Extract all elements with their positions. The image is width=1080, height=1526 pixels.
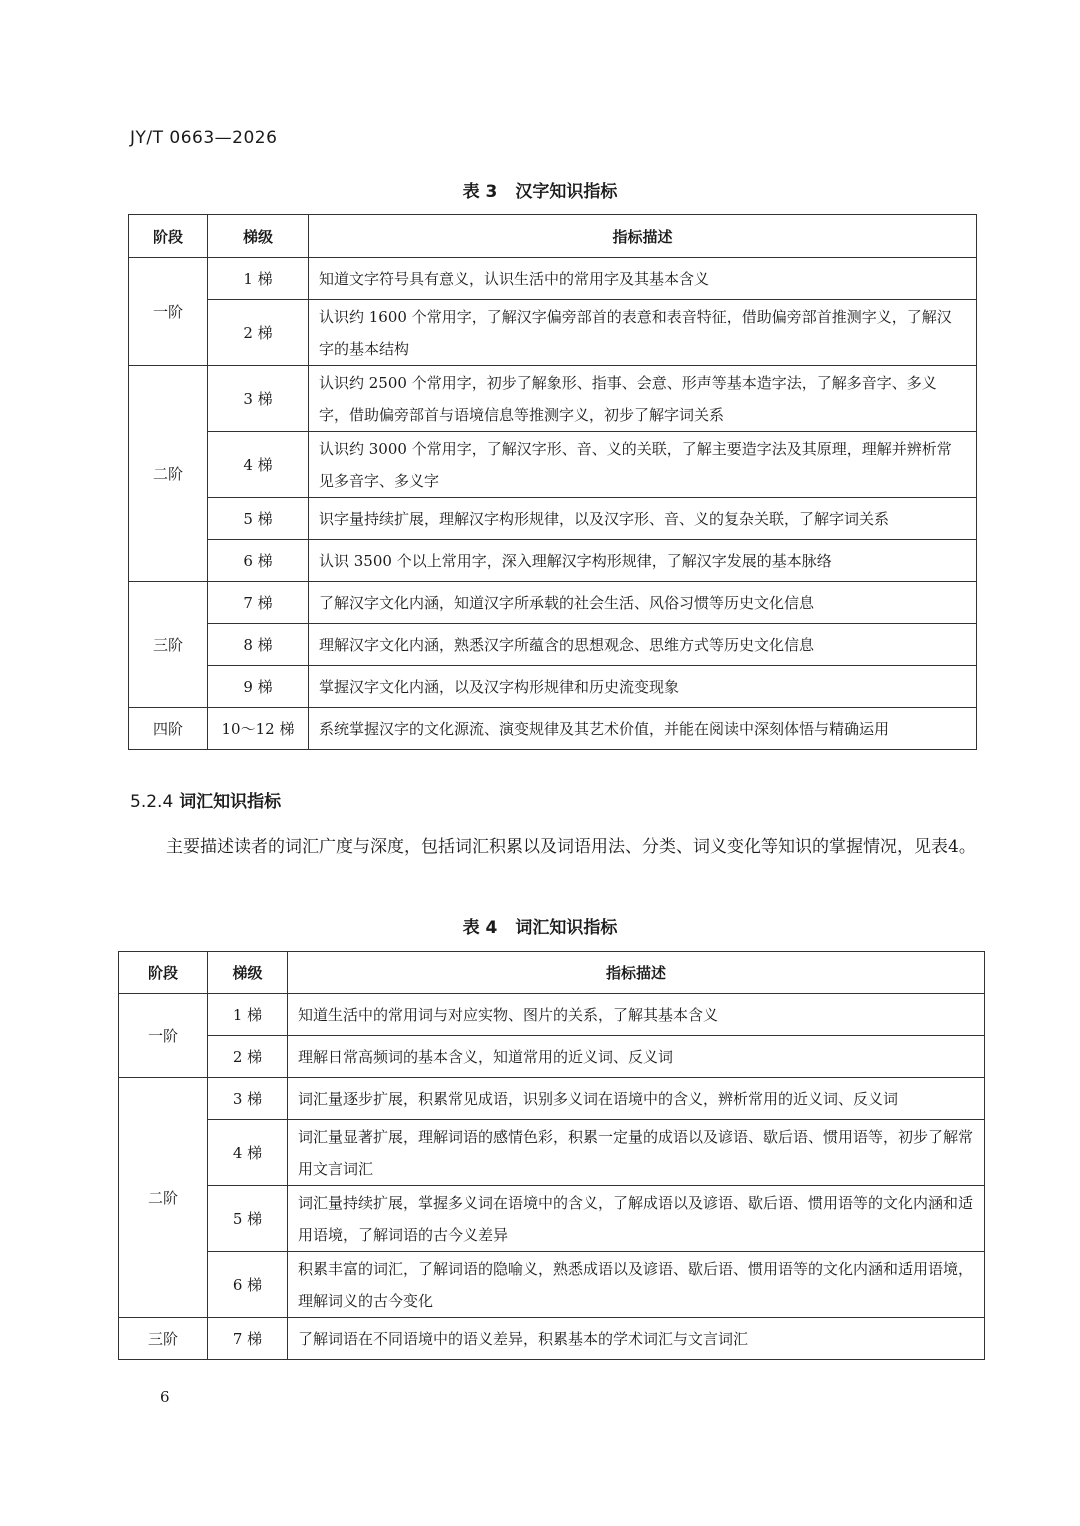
section-title: 词汇知识指标 — [179, 792, 282, 812]
table3 — [128, 214, 977, 750]
table-row — [119, 1186, 985, 1252]
table3-level: 1 梯 — [208, 258, 309, 300]
table3-level: 6 梯 — [208, 540, 309, 582]
table-row — [119, 994, 985, 1036]
table3-desc: 知道文字符号具有意义，认识生活中的常用字及其基本含义 — [309, 258, 977, 300]
table3-level: 2 梯 — [208, 300, 309, 366]
table4 — [118, 951, 985, 1360]
table3-title-text: 汉字知识指标 — [515, 182, 618, 202]
table3-title-number: 表 3 — [462, 182, 498, 202]
table4-desc: 理解日常高频词的基本含义，知道常用的近义词、反义词 — [288, 1036, 985, 1078]
table-row — [119, 1252, 985, 1318]
table3-level: 3 梯 — [208, 366, 309, 432]
table4-level: 6 梯 — [208, 1252, 288, 1318]
table-row — [129, 432, 977, 498]
section-intro: 主要描述读者的词汇广度与深度，包括词汇积累以及词语用法、分类、词义变化等知识的掌握情况，见表4。 — [166, 837, 976, 857]
table3-header-row — [129, 215, 977, 258]
table-row — [119, 1078, 985, 1120]
table3-stage-3: 三阶 — [129, 582, 208, 708]
table3-header-desc: 指标描述 — [309, 215, 977, 258]
table4-header-stage: 阶段 — [119, 952, 208, 994]
table-row — [129, 258, 977, 300]
table4-header-row — [119, 952, 985, 994]
table4-stage-3: 三阶 — [119, 1318, 208, 1360]
table3-level: 7 梯 — [208, 582, 309, 624]
table-row — [129, 708, 977, 750]
table-row — [129, 366, 977, 432]
table4-desc: 词汇量逐步扩展，积累常见成语，识别多义词在语境中的含义，辨析常用的近义词、反义词 — [288, 1078, 985, 1120]
table3-desc: 掌握汉字文化内涵，以及汉字构形规律和历史流变现象 — [309, 666, 977, 708]
table4-stage-1: 一阶 — [119, 994, 208, 1078]
table-row — [119, 1036, 985, 1078]
table3-level: 10～12 梯 — [208, 708, 309, 750]
section-heading — [130, 787, 281, 812]
table-row — [129, 498, 977, 540]
standard-code: JY/T 0663—2026 — [130, 128, 278, 148]
table-row — [119, 1120, 985, 1186]
table3-stage-2: 二阶 — [129, 366, 208, 582]
table4-title-number: 表 4 — [462, 918, 498, 938]
table3-desc: 认识约 2500 个常用字，初步了解象形、指事、会意、形声等基本造字法，了解多音字、多义字，借助偏旁部首与语境信息等推测字义，初步了解字词关系 — [309, 366, 977, 432]
table4-level: 3 梯 — [208, 1078, 288, 1120]
table3-desc: 认识约 3000 个常用字，了解汉字形、音、义的关联，了解主要造字法及其原理，理解并辨析常见多音字、多义字 — [309, 432, 977, 498]
table3-desc: 理解汉字文化内涵，熟悉汉字所蕴含的思想观念、思维方式等历史文化信息 — [309, 624, 977, 666]
table4-desc: 了解词语在不同语境中的语义差异，积累基本的学术词汇与文言词汇 — [288, 1318, 985, 1360]
table3-header-level: 梯级 — [208, 215, 309, 258]
table3-level: 9 梯 — [208, 666, 309, 708]
table4-desc: 词汇量显著扩展，理解词语的感情色彩，积累一定量的成语以及谚语、歇后语、惯用语等，初步了解常用文言词汇 — [288, 1120, 985, 1186]
table4-level: 2 梯 — [208, 1036, 288, 1078]
table4-level: 1 梯 — [208, 994, 288, 1036]
table3-title — [0, 177, 1080, 202]
page-number: 6 — [160, 1388, 170, 1406]
table4-desc: 词汇量持续扩展，掌握多义词在语境中的含义，了解成语以及谚语、歇后语、惯用语等的文化内涵和适用语境，了解词语的古今义差异 — [288, 1186, 985, 1252]
table3-desc: 认识约 1600 个常用字，了解汉字偏旁部首的表意和表音特征，借助偏旁部首推测字义，了解汉字的基本结构 — [309, 300, 977, 366]
table3-desc: 识字量持续扩展，理解汉字构形规律，以及汉字形、音、义的复杂关联，了解字词关系 — [309, 498, 977, 540]
table3-level: 4 梯 — [208, 432, 309, 498]
table4-desc: 知道生活中的常用词与对应实物、图片的关系，了解其基本含义 — [288, 994, 985, 1036]
table-row — [129, 582, 977, 624]
table4-level: 7 梯 — [208, 1318, 288, 1360]
table4-header-desc: 指标描述 — [288, 952, 985, 994]
section-number: 5.2.4 — [130, 792, 174, 812]
table4-level: 5 梯 — [208, 1186, 288, 1252]
table3-desc: 系统掌握汉字的文化源流、演变规律及其艺术价值，并能在阅读中深刻体悟与精确运用 — [309, 708, 977, 750]
table-row — [129, 300, 977, 366]
table3-stage-1: 一阶 — [129, 258, 208, 366]
table4-level: 4 梯 — [208, 1120, 288, 1186]
table3-stage-4: 四阶 — [129, 708, 208, 750]
table3-level: 5 梯 — [208, 498, 309, 540]
table3-header-stage: 阶段 — [129, 215, 208, 258]
table3-level: 8 梯 — [208, 624, 309, 666]
table-row — [129, 624, 977, 666]
table4-title — [0, 913, 1080, 938]
table-row — [129, 540, 977, 582]
table4-desc: 积累丰富的词汇，了解词语的隐喻义，熟悉成语以及谚语、歇后语、惯用语等的文化内涵和适用语境，理解词义的古今变化 — [288, 1252, 985, 1318]
table3-desc: 了解汉字文化内涵，知道汉字所承载的社会生活、风俗习惯等历史文化信息 — [309, 582, 977, 624]
table4-header-level: 梯级 — [208, 952, 288, 994]
table3-desc: 认识 3500 个以上常用字，深入理解汉字构形规律，了解汉字发展的基本脉络 — [309, 540, 977, 582]
table4-stage-2: 二阶 — [119, 1078, 208, 1318]
table4-title-text: 词汇知识指标 — [515, 918, 618, 938]
table-row — [129, 666, 977, 708]
table-row — [119, 1318, 985, 1360]
